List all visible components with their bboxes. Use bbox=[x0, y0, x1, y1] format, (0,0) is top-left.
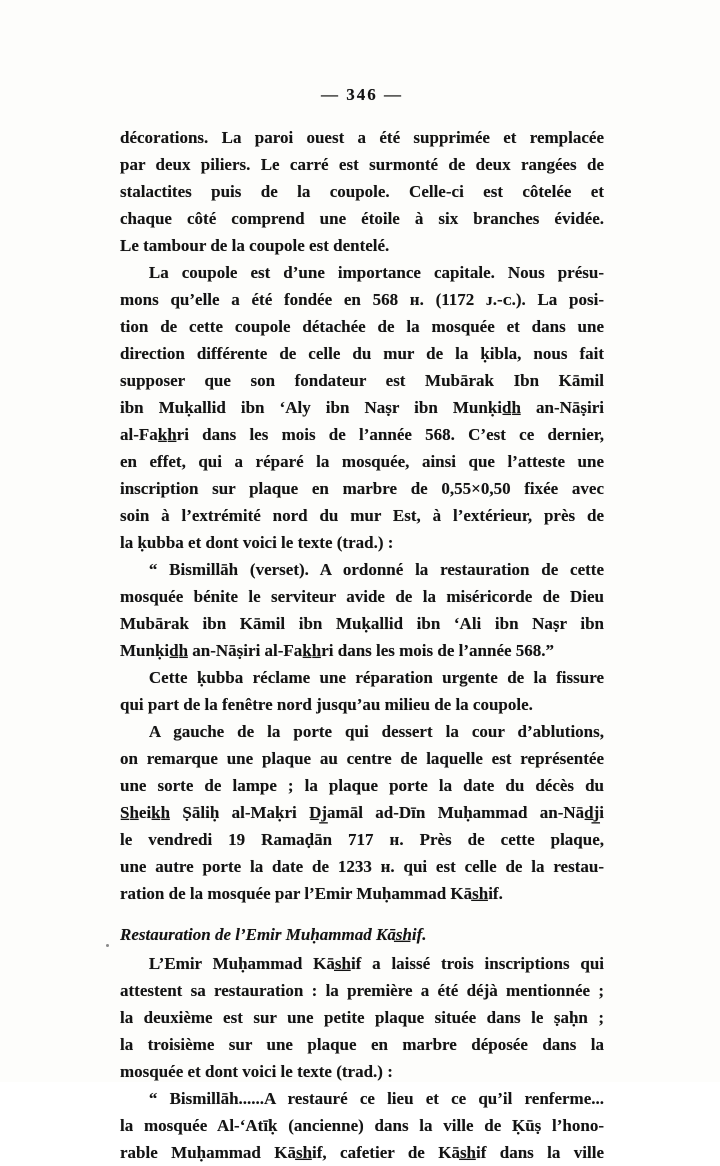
text-block bbox=[120, 124, 604, 1166]
paragraph bbox=[120, 718, 604, 907]
text-line: ration de la mosquée par l’Emir Muḥammad Kās̲h̲if. bbox=[120, 884, 503, 903]
text-line: A gauche de la porte qui dessert la cour d’ablutions, bbox=[148, 722, 604, 741]
text-line: inscription sur plaque en marbre de 0,55×0,50 fixée avec bbox=[120, 479, 604, 498]
text-line: “ Bismillāh......A restauré ce lieu et ce qu’il renferme... bbox=[148, 1089, 604, 1108]
text-line: direction différente de celle du mur de la ḳibla, nous fait bbox=[120, 344, 604, 363]
text-line: stalactites puis de la coupole. Celle-ci est côtelée et bbox=[120, 182, 604, 201]
paragraph bbox=[120, 124, 604, 259]
quote-paragraph bbox=[120, 556, 604, 664]
text-line: al-Fak̲h̲ri dans les mois de l’année 568. C’est ce dernier, bbox=[120, 425, 604, 444]
text-line: rable Muḥammad Kās̲h̲if, cafetier de Kās̲h̲if dans la ville bbox=[120, 1143, 604, 1162]
text-line: Mubārak ibn Kāmil ibn Muḳallid ibn ‘Ali ibn Naṣr ibn bbox=[120, 614, 604, 633]
text-line: le vendredi 19 Ramaḍān 717 ʜ. Près de cette plaque, bbox=[120, 830, 604, 849]
text-line: la ḳubba et dont voici le texte (trad.) : bbox=[120, 533, 394, 552]
paragraph bbox=[120, 664, 604, 718]
text-line: une sorte de lampe ; la plaque porte la date du décès du bbox=[120, 776, 604, 795]
quote-paragraph bbox=[120, 1085, 604, 1166]
text-line: une autre porte la date de 1233 ʜ. qui est celle de la restau- bbox=[120, 857, 604, 876]
text-line: “ Bismillāh (verset). A ordonné la restauration de cette bbox=[148, 560, 604, 579]
paragraph bbox=[120, 259, 604, 556]
text-line: ibn Muḳallid ibn ‘Aly ibn Naṣr ibn Munḳid̲h̲ an-Nāṣiri bbox=[120, 398, 604, 417]
text-line: Le tambour de la coupole est dentelé. bbox=[120, 236, 390, 255]
text-line: Restauration de l’Emir Muḥammad Kās̲h̲if. bbox=[120, 925, 427, 944]
text-line: tion de cette coupole détachée de la mosquée et dans une bbox=[120, 317, 604, 336]
text-line: mosquée et dont voici le texte (trad.) : bbox=[120, 1062, 393, 1081]
text-line: la mosquée Al-‘Atīḳ (ancienne) dans la ville de Ḳūṣ l’hono- bbox=[120, 1116, 604, 1135]
page-number: — 346 — bbox=[321, 85, 403, 104]
text-line: supposer que son fondateur est Mubārak Ibn Kāmil bbox=[120, 371, 604, 390]
text-line: mons qu’elle a été fondée en 568 ʜ. (1172 ᴊ.-ᴄ.). La posi- bbox=[120, 290, 604, 309]
text-line: L’Emir Muḥammad Kās̲h̲if a laissé trois inscriptions qui bbox=[148, 954, 604, 973]
text-line: la deuxième est sur une petite plaque située dans le ṣaḥn ; bbox=[120, 1008, 604, 1027]
text-line: mosquée bénite le serviteur avide de la miséricorde de Dieu bbox=[120, 587, 604, 606]
text-line: la troisième sur une plaque en marbre déposée dans la bbox=[120, 1035, 604, 1054]
text-line: soin à l’extrémité nord du mur Est, à l’extérieur, près de bbox=[120, 506, 604, 525]
text-line: La coupole est d’une importance capitale. Nous présu- bbox=[148, 263, 604, 282]
text-line: par deux piliers. Le carré est surmonté de deux rangées de bbox=[120, 155, 604, 174]
text-line: on remarque une plaque au centre de laquelle est représentée bbox=[120, 749, 604, 768]
text-line: qui part de la fenêtre nord jusqu’au milieu de la coupole. bbox=[120, 695, 533, 714]
text-line: S̲h̲eik̲h̲ Ṣāliḥ al-Maḳri D̲j̲amāl ad-Dīn Muḥammad an-Nād̲j̲i bbox=[120, 803, 604, 822]
scan-speck bbox=[106, 944, 109, 947]
text-line: en effet, qui a réparé la mosquée, ainsi que l’atteste une bbox=[120, 452, 604, 471]
text-line: chaque côté comprend une étoile à six branches évidée. bbox=[120, 209, 604, 228]
text-line: décorations. La paroi ouest a été supprimée et remplacée bbox=[120, 128, 604, 147]
section-heading bbox=[120, 921, 604, 948]
text-line: Munḳid̲h̲ an-Nāṣiri al-Fak̲h̲ri dans les mois de l’année 568.” bbox=[120, 641, 555, 660]
paragraph bbox=[120, 950, 604, 1085]
text-line: attestent sa restauration : la première a été déjà mentionnée ; bbox=[120, 981, 604, 1000]
text-line: Cette ḳubba réclame une réparation urgente de la fissure bbox=[148, 668, 604, 687]
